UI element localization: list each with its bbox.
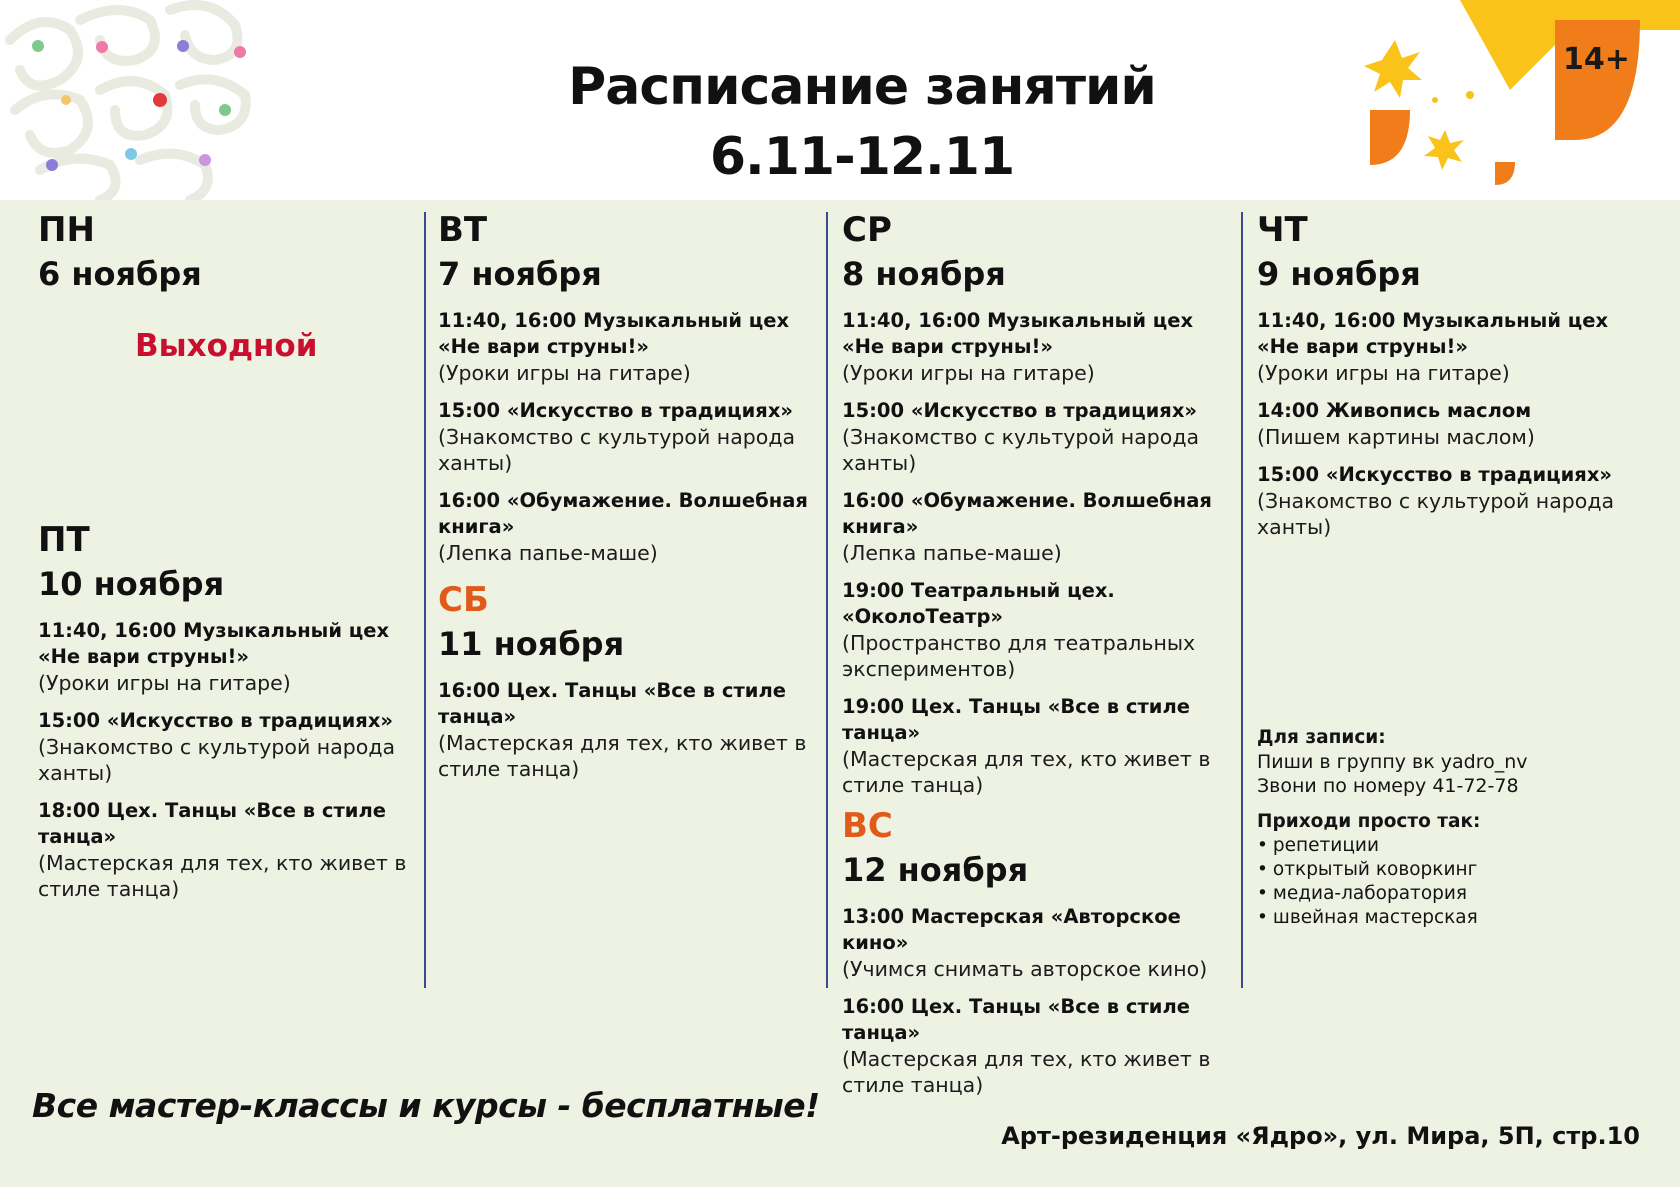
signup-vk: Пиши в группу вк yadro_nv: [1257, 751, 1528, 773]
day-label: ПН: [38, 210, 95, 250]
day-label-weekend: СБ: [438, 580, 489, 620]
event-item: [438, 398, 816, 476]
address: Арт-резиденция «Ядро», ул. Мира, 5П, стр.10: [1001, 1122, 1640, 1150]
event-title: 19:00 Цех. Танцы «Все в стиле танца»: [842, 695, 1190, 744]
event-description: (Пишем картины маслом): [1257, 425, 1535, 449]
day-off-label: Выходной: [135, 328, 318, 364]
event-item: [1257, 398, 1647, 450]
event-item: [842, 694, 1238, 798]
day-date: 6 ноября: [38, 255, 202, 293]
day-date: 12 ноября: [842, 851, 1029, 889]
day-label-weekend: ВС: [842, 806, 893, 846]
event-item: [38, 618, 408, 696]
event-item: [842, 904, 1238, 982]
day-block-tuesday: [438, 208, 816, 794]
event-title: 16:00 Цех. Танцы «Все в стиле танца»: [438, 679, 786, 728]
event-description: (Пространство для театральных экспериментов): [842, 631, 1196, 681]
list-item: • открытый коворкинг: [1257, 858, 1647, 882]
event-description: (Мастерская для тех, кто живет в стиле танца): [38, 851, 407, 901]
day-label: ВТ: [438, 210, 488, 250]
day-block-thursday: [1257, 208, 1647, 552]
day-label: СР: [842, 210, 892, 250]
event-description: (Уроки игры на гитаре): [38, 671, 291, 695]
day-date: 11 ноября: [438, 625, 625, 663]
event-title: 15:00 «Искусство в традициях»: [1257, 463, 1612, 486]
event-description: (Знакомство с культурой народа ханты): [842, 425, 1200, 475]
event-item: [1257, 462, 1647, 540]
event-title: 13:00 Мастерская «Авторское кино»: [842, 905, 1181, 954]
event-item: [842, 398, 1238, 476]
event-description: (Мастерская для тех, кто живет в стиле танца): [438, 731, 807, 781]
event-description: (Знакомство с культурой народа ханты): [1257, 489, 1615, 539]
event-title: 16:00 Цех. Танцы «Все в стиле танца»: [842, 995, 1190, 1044]
title-dates: 6.11-12.11: [709, 127, 1015, 187]
walkin-label: Приходи просто так:: [1257, 811, 1481, 832]
event-description: (Лепка папье-маше): [438, 541, 658, 565]
column-divider: [826, 212, 828, 988]
walkin-list: [1257, 834, 1647, 930]
event-item: [438, 488, 816, 566]
event-item: [438, 308, 816, 386]
event-item: [1257, 308, 1647, 386]
event-title: 14:00 Живопись маслом: [1257, 399, 1532, 422]
title-line: Расписание занятий: [568, 57, 1156, 117]
event-description: (Уроки игры на гитаре): [438, 361, 691, 385]
page-title: [0, 52, 1680, 192]
free-note: Все мастер-классы и курсы - бесплатные!: [32, 1086, 820, 1125]
event-item: [38, 798, 408, 902]
event-item: [842, 578, 1238, 682]
event-item: [438, 678, 816, 782]
event-description: (Мастерская для тех, кто живет в стиле танца): [842, 747, 1211, 797]
event-description: (Знакомство с культурой народа ханты): [438, 425, 796, 475]
day-block-friday: [38, 518, 408, 914]
event-title: 15:00 «Искусство в традициях»: [38, 709, 393, 732]
day-date: 7 ноября: [438, 255, 602, 293]
event-title: 15:00 «Искусство в традициях»: [438, 399, 793, 422]
event-title: 16:00 «Обумажение. Волшебная книга»: [438, 489, 808, 538]
event-title: 19:00 Театральный цех. «ОколоТеатр»: [842, 579, 1115, 628]
signup-label: Для записи:: [1257, 727, 1386, 748]
event-item: [842, 994, 1238, 1098]
event-title: 15:00 «Искусство в традициях»: [842, 399, 1197, 422]
event-title: 11:40, 16:00 Музыкальный цех «Не вари струны!»: [438, 309, 790, 358]
day-date: 10 ноября: [38, 565, 225, 603]
info-block: [1257, 726, 1647, 930]
event-description: (Мастерская для тех, кто живет в стиле танца): [842, 1047, 1211, 1097]
event-title: 16:00 «Обумажение. Волшебная книга»: [842, 489, 1212, 538]
column-divider: [424, 212, 426, 988]
event-title: 11:40, 16:00 Музыкальный цех «Не вари струны!»: [38, 619, 390, 668]
event-title: 11:40, 16:00 Музыкальный цех «Не вари струны!»: [842, 309, 1194, 358]
day-date: 8 ноября: [842, 255, 1006, 293]
age-rating-badge: 14+: [1563, 42, 1630, 77]
list-item: • медиа-лаборатория: [1257, 882, 1647, 906]
list-item: • репетиции: [1257, 834, 1647, 858]
day-block-wednesday: [842, 208, 1238, 1110]
event-description: (Учимся снимать авторское кино): [842, 957, 1208, 981]
signup-phone: Звони по номеру 41-72-78: [1257, 775, 1519, 797]
event-description: (Лепка папье-маше): [842, 541, 1062, 565]
event-description: (Уроки игры на гитаре): [842, 361, 1095, 385]
event-title: 18:00 Цех. Танцы «Все в стиле танца»: [38, 799, 386, 848]
day-date: 9 ноября: [1257, 255, 1421, 293]
event-item: [842, 308, 1238, 386]
event-item: [842, 488, 1238, 566]
event-item: [38, 708, 408, 786]
column-divider: [1241, 212, 1243, 988]
day-label: ЧТ: [1257, 210, 1308, 250]
event-description: (Знакомство с культурой народа ханты): [38, 735, 396, 785]
day-label: ПТ: [38, 520, 90, 560]
event-description: (Уроки игры на гитаре): [1257, 361, 1510, 385]
day-block-monday: [38, 208, 408, 308]
list-item: • швейная мастерская: [1257, 906, 1647, 930]
event-title: 11:40, 16:00 Музыкальный цех «Не вари струны!»: [1257, 309, 1609, 358]
